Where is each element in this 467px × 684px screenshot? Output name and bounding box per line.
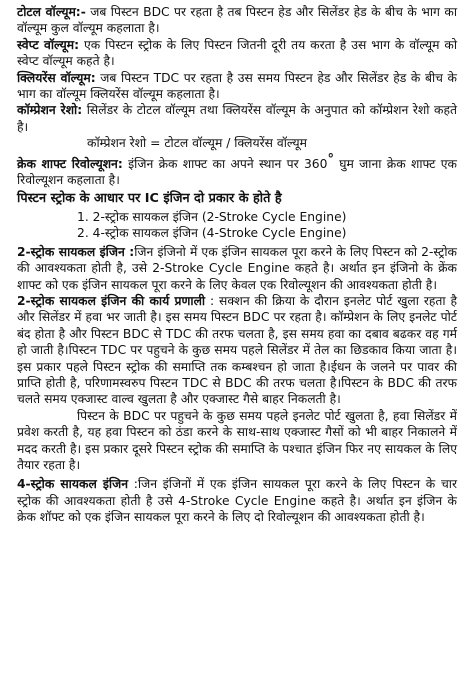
compression-ratio-paragraph (17, 102, 457, 135)
two-stroke-term: 2-स्ट्रोक सायकल इंजिन : (17, 244, 135, 259)
working-term: 2-स्ट्रोक सायकल इंजिन की कार्य प्रणाली (17, 293, 206, 308)
working-paragraph-2: पिस्टन के BDC पर पहुचने के कुछ समय पहले इनलेट पोर्ट खुलता है, हवा सिलेंडर में प्रवेश करती है, यह हवा पिस्टन को ठंडा करने के साथ-साथ एक्जास्ट गैसों को भी बाहर निकालने में मदद करती है। इस प्रकार दूसरे पिस्टन स्ट्रोक की समाप्ति के पश्चात इंजिन फिर नए सायकल के लिए तैयार रहता है। (17, 408, 457, 473)
compression-ratio-text: सिलेंडर के टोटल वॉल्यूम तथा क्लियरेंस वॉल्यूम के अनुपात को कॉम्प्रेशन रेशो कहते है। (17, 103, 458, 134)
working-text: : सक्शन की क्रिया के दौरान इनलेट पोर्ट खुला रहता है और सिलेंडर में हवा भर जाती है। इस समय पिस्टन BDC पर रहता है। कॉम्प्रेशन के लिए इनलेट पोर्ट बंद होता है और पिस्टन BDC से TDC की तरफ चलता है, इस समय हवा का दबाव बढकर वह गर्म हो जाती है।पिस्टन TDC पर पहुचने के कुछ समय पहले सिलेंडर में तेल का छिडकाव किया जाता है। इस प्रकार पहले पिस्टन स्ट्रोक की समाप्ति तक कम्बश्चन हो जाता है।ईधन के जलने पर पावर की प्राप्ति होती है, परिणामस्वरुप पिस्टन TDC से BDC की तरफ चलता है।पिस्टन के BDC की तरफ चलते समय एक्जास्ट वाल्व खुलता है और एक्जास्ट गैसे बाहर निकलती है। (17, 293, 457, 407)
crank-shaft-term: क्रेक शाफ्ट रिवोल्यूशन: (17, 156, 123, 171)
ic-engine-heading: पिस्टन स्ट्रोक के आधार पर IC इंजिन दो प्रकार के होते है (17, 190, 282, 206)
crank-shaft-text-after: घुम जाना क्रेक शाफ्ट एक रिवोल्यूशन कहलाता है। (17, 156, 457, 188)
compression-ratio-formula: कॉम्प्रेशन रेशो = टोटल वॉल्यूम / क्लियरेंस वॉल्यूम (87, 136, 307, 151)
clearance-volume-term: क्लियरेंस वॉल्यूम: (17, 70, 96, 85)
four-stroke-text: :जिन इंजिनों में एक इंजिन सायकल पूरा करने के लिए पिस्टन के चार स्ट्रोक की आवश्यकता होती है उसे 4-Stroke Cycle Engine कहते है। अर्थात इन इंजिन के क्रेक शॉफ्ट को एक इंजिन सायकल पूरा करने के लिए दो रिवोल्यूशन की आवश्यकता होती है। (17, 477, 457, 525)
clearance-volume-paragraph (17, 70, 457, 103)
total-volume-paragraph (17, 4, 457, 37)
degree-symbol: ° (327, 151, 334, 167)
total-volume-text: जब पिस्टन BDC पर रहता है तब पिस्टन हेड और सिलेंडर हेड के बीच के भाग का वॉल्यूम कुल वॉल्यूम कहलाता है। (17, 5, 457, 36)
ic-engine-type-list (17, 209, 457, 242)
four-stroke-term: 4-स्ट्रोक सायकल इंजिन (17, 477, 129, 492)
clearance-volume-text: जब पिस्टन TDC पर रहता है उस समय पिस्टन हेड और सिलेंडर हेड के बीच के भाग का वॉल्यूम क्लियरेंस वॉल्यूम कहलाता है। (17, 70, 457, 102)
swept-volume-term: स्वेप्ट वॉल्यूम: (17, 37, 80, 52)
working-paragraph (17, 293, 457, 408)
swept-volume-text: एक पिस्टन स्ट्रोक के लिए पिस्टन जितनी दूरी तय करता है उस भाग के वॉल्यूम को स्वेप्ट वॉल्यूम कहते है। (17, 37, 458, 69)
two-stroke-text: जिन इंजिनो में एक इंजिन सायकल पूरा करने के लिए पिस्टन को 2-स्ट्रोक की आवश्यकता होती है, उसे 2-Stroke Cycle Engine कहते है। अर्थात इन इंजिनो के क्रेंक शाफ्ट को एक इंजिन सायकल पूरा करने के लिए केवल एक रिवोल्यूशन की आवश्यकता होती है। (17, 244, 457, 292)
list-item: 2. 4-स्ट्रोक सायकल इंजिन (4-Stroke Cycle Engine) (77, 226, 347, 241)
compression-ratio-term: कॉम्प्रेशन रेशो: (17, 103, 83, 118)
crank-shaft-text-before: इंजिन क्रेक शाफ्ट का अपने स्थान पर 360 (122, 156, 328, 171)
total-volume-term: टोटल वॉल्यूम:- (17, 5, 86, 19)
swept-volume-paragraph (17, 37, 457, 70)
crank-shaft-paragraph (17, 152, 457, 189)
four-stroke-paragraph (17, 476, 457, 525)
two-stroke-paragraph (17, 244, 457, 293)
list-item: 1. 2-स्ट्रोक सायकल इंजिन (2-Stroke Cycle Engine) (77, 209, 347, 224)
